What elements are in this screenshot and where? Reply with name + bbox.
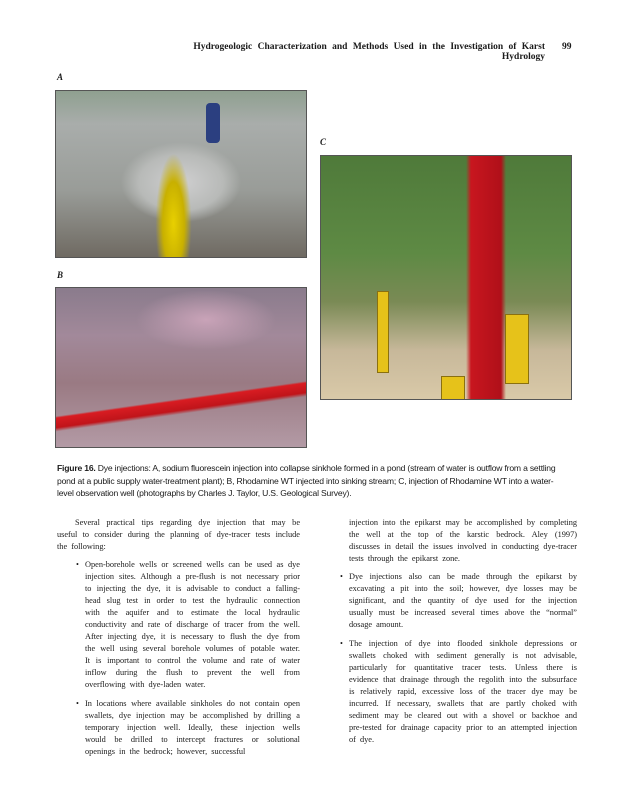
caption-text: Dye injections: A, sodium fluorescein injection into collapse sinkhole formed in a pond (stream of water is outflow from a settling pond at a public supply water-treatment plant); B, Rhodamine WT injected into sinking stream; C, injection of Rhodamine WT into a water-level observation well (photographs by Charles J. Taylor, U.S. Geological Survey). [57,463,556,498]
text-column-left [57,517,300,765]
photo-rhodamine-sinking-stream [55,287,307,448]
list-item-text: In locations where available sinkholes do not contain open swallets, dye injection may be accomplished by drilling a temporary injection well. Ideally, these injection wells would be drilled to intercept fractures or solutional openings in the bedrock; however, successful [85,699,300,756]
continuation-paragraph: injection into the epikarst may be accomplished by completing the well at the top of the karstic bedrock. Aley (1997) discusses in detail the issues involved in conducting dye-tracer tests through the epikarst zone. [349,518,577,563]
figure-caption [57,462,567,500]
intro-paragraph: Several practical tips regarding dye injection that may be useful to consider during the planning of dye-tracer tests include the following: [57,518,300,551]
photo-rhodamine-observation-well [320,155,572,400]
panel-label-c: C [320,137,327,147]
list-item [76,698,300,758]
text-column-right [340,517,577,753]
list-item [76,559,300,691]
panel-label-a: A [57,72,64,82]
photo-fluorescein-sinkhole [55,90,307,258]
bullet-icon: • [76,560,79,569]
yellow-post [441,376,465,400]
bullet-icon: • [340,639,343,648]
bullet-icon: • [76,699,79,708]
panel-label-b: B [57,270,64,280]
yellow-post [377,291,389,373]
list-item [340,571,577,631]
bullet-icon: • [340,572,343,581]
page-number: 99 [562,42,572,52]
person-figure [206,103,220,143]
figure-number: Figure 16. [57,463,96,473]
list-item-text: Dye injections also can be made through the epikarst by excavating a pit into the soil; however, dye losses may be significant, and the quantity of dye used for the injection usually must be increased several times above the “normal” dosage amount. [349,572,577,629]
list-item [340,638,577,746]
list-item-text: Open-borehole wells or screened wells can be used as dye injection sites. Although a pre-flush is not necessary prior to injecting the dye, it is advisable to conduct a falling-head slug test in order to test the hydraulic connection with the aquifer and to estimate the local hydraulic conductivity and rate of discharge of tracer from the well. After injecting dye, it is necessary to flush the dye from the well using several borehole volumes of potable water. It is important to control the volume and rate of water inflow during the flush to prevent the well from overflowing with dye-laden water. [85,560,300,689]
list-item-text: The injection of dye into flooded sinkhole depressions or swallets choked with sediment generally is not advisable, particularly for quantitative tracer tests. Unless there is evidence that drainage through the regolith into the subsurface is relatively rapid, excessive loss of the tracer dye may be incurred. If necessary, swallets that are partly choked with sediment may be cleared out with a shovel or backhoe and pre-tested for drainage capacity prior to an attempted injection of dye. [349,639,577,744]
observation-well-casing [505,314,529,384]
running-header: Hydrogeologic Characterization and Methods Used in the Investigation of Karst Hydrology [193,42,545,62]
